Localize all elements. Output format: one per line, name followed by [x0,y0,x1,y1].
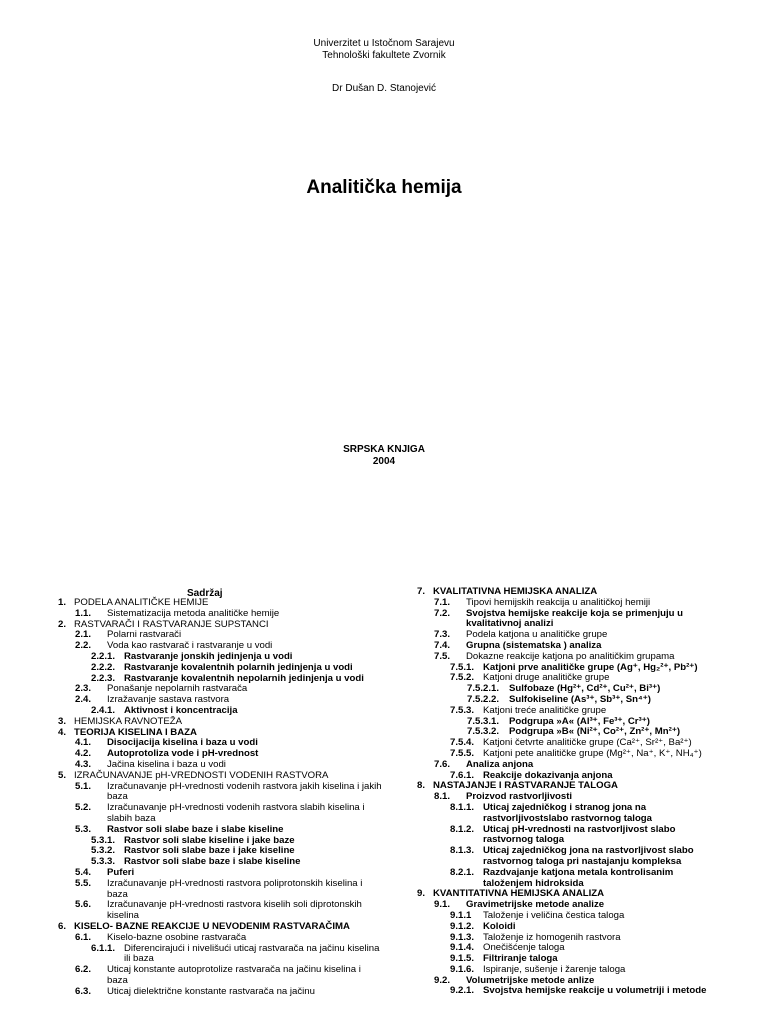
toc-entry-number: 7.5.2.2. [467,693,500,705]
toc-entry-number: 9.1.3. [450,931,475,943]
toc-entry-text: Onečišćenje taloga [483,942,565,954]
toc-entry-text: Razdvajanje katjona metala kontrolisanim taloženjem hidroksida [483,866,674,889]
toc-entry-text: Katjoni pete analitičke grupe (Mg²⁺, Na⁺, K⁺, NH₄⁺) [483,747,702,759]
toc-entry-number: 5.3.2. [91,845,116,857]
toc-entry-number: 1. [58,597,67,608]
toc-entry-number: 9. [417,888,426,900]
toc-entry-number: 7.3. [434,629,451,641]
toc-entry-text: Izračunavanje pH-vrednosti rastvora kiselih soli diprotonskih kiselina [107,899,362,922]
toc-entry-number: 7.5. [434,650,451,662]
toc-entry-number: 7.5.3.1. [467,715,500,727]
toc-entry-text: Tipovi hemijskih reakcija u analitičkoj hemiji [466,596,651,608]
toc-entry-number: 5.1. [75,780,92,792]
toc-entry-text: Gravimetrijske metode analize [466,899,605,911]
toc-entry-number: 6.1.1. [91,942,116,954]
toc-entry-number: 9.1.2. [450,920,475,932]
toc-entry-text: Proizvod rastvorljivosti [466,791,573,803]
toc-entry-number: 7.6.1. [450,769,475,781]
toc-entry-text: Diferencirajući i nivelišući uticaj rastvarača na jačinu kiselina ili baza [124,942,380,965]
toc-entry [58,987,383,998]
toc-entry-number: 6.3. [75,985,92,997]
toc-entry-number: 7.6. [434,758,451,770]
toc-entry [417,760,722,771]
author-name: Dr Dušan D. Stanojević [332,83,436,94]
toc-entry [417,868,722,890]
toc-entry-number: 4.2. [75,748,92,760]
toc-entry-text: TEORIJA KISELINA I BAZA [74,726,197,738]
toc-entry-text: Izračunavanje pH-vrednosti vodenih rastvora slabih kiselina i slabih baza [107,802,365,824]
toc-entry-text: RASTVARAČI I RASTVARANJE SUPSTANCI [74,618,269,630]
toc-entry-number: 5.4. [75,866,92,878]
toc-entry-text: Reakcije dokazivanja anjona [483,769,613,781]
toc-entry-number: 5.2. [75,802,92,814]
toc-entry-number: 7.5.3.2. [467,726,500,738]
toc-entry-number: 2.4.1. [91,704,116,716]
toc-entry-number: 8.1.3. [450,845,475,857]
toc-entry-text: Puferi [107,866,135,878]
toc-entry-number: 2.1. [75,629,92,641]
toc-entry [58,609,383,620]
toc-entry [58,965,383,987]
toc-entry-text: Ponašanje nepolarnih rastvarača [107,683,248,695]
toc-title: Sadržaj [187,588,223,599]
toc-entry-text: Rastvor soli slabe baze i jake kiseline [124,845,295,857]
toc-entry-text: Podgrupa »A« (Al³⁺, Fe³⁺, Cr³⁺) [509,715,650,727]
toc-entry-text: Polarni rastvarači [107,629,182,641]
toc-entry-text: Taloženje iz homogenih rastvora [483,931,621,943]
toc-entry-number: 7. [417,586,426,597]
toc-left-column [58,598,383,997]
toc-entry-number: 9.1. [434,899,451,911]
toc-entry-text: Uticaj konstante autoprotolize rastvarača na jačinu kiselina i baza [107,964,361,986]
toc-entry [417,749,722,760]
toc-entry [58,944,383,966]
toc-entry-number: 8. [417,780,426,792]
toc-entry [417,598,722,609]
toc-entry-number: 8.2.1. [450,866,475,878]
toc-entry-number: 9.1.1 [450,909,472,921]
toc-entry-text: Rastvor soli slabe baze i slabe kiseline [124,856,301,868]
toc-entry-number: 5.3. [75,823,92,835]
toc-entry-text: Svojstva hemijske reakcije u volumetriji i metode [483,985,707,997]
toc-entry-text: Disocijacija kiselina i baza u vodi [107,737,258,749]
toc-entry [58,803,383,825]
toc-entry-number: 7.2. [434,607,451,619]
toc-entry-text: Rastvor soli slabe kiseline i jake baze [124,834,295,846]
toc-entry-text: Uticaj zajedničkog jona na rastvorljivost slabo rastvornog taloga pri nastajanju kompleksa [483,845,694,867]
toc-entry [58,933,383,944]
toc-entry-text: Autoprotoliza vode i pH-vrednost [107,748,259,760]
toc-entry-text: Podela katjona u analitičke grupe [466,629,608,641]
toc-entry-text: Volumetrijske metode anlize [466,974,595,986]
toc-entry-text: Rastvor soli slabe baze i slabe kiseline [107,823,284,835]
toc-entry-number: 7.1. [434,596,451,608]
toc-entry-text: KISELO- BAZNE REAKCIJE U NEVODENIM RASTVARAČIMA [74,920,350,932]
toc-entry-text: Rastvaranje kovalentnih polarnih jedinjenja u vodi [124,661,353,673]
toc-entry-number: 5. [58,769,67,781]
toc-entry-text: Grupna (sistematska ) analiza [466,639,602,651]
toc-entry-number: 7.4. [434,639,451,651]
toc-entry-text: KVALITATIVNA HEMIJSKA ANALIZA [433,586,598,597]
toc-entry-text: Katjoni druge analitičke grupe [483,672,610,684]
toc-entry-text: Rastvaranje jonskih jedinjenja u vodi [124,650,293,662]
toc-entry-text: Katjoni četvrte analitičke grupe (Ca²⁺, Sr²⁺, Ba²⁺) [483,737,692,749]
toc-entry-text: Katjoni treće analitičke grupe [483,704,607,716]
toc-entry-number: 8.1.2. [450,823,475,835]
book-title: Analitička hemija [306,177,462,198]
toc-entry-number: 1.1. [75,607,92,619]
toc-entry-text: Dokazne reakcije katjona po analitičkim grupama [466,650,675,662]
toc-entry-text: Izražavanje sastava rastvora [107,694,230,706]
toc-entry-text: NASTAJANJE I RASTVARANJE TALOGA [433,780,618,792]
toc-entry-number: 2.4. [75,694,92,706]
toc-entry-text: Voda kao rastvarač i rastvaranje u vodi [107,640,273,652]
toc-entry-text: Sulfokiseline (As³⁺, Sb³⁺, Sn⁴⁺) [509,693,652,705]
toc-entry [417,609,722,631]
toc-entry-text: IZRAČUNAVANJE pH-VREDNOSTI VODENIH RASTVORA [74,769,329,781]
toc-entry [58,663,383,674]
toc-entry-text: Analiza anjona [466,758,534,770]
toc-entry-number: 9.2. [434,974,451,986]
toc-entry-text: Taloženje i veličina čestica taloga [483,909,625,921]
toc-entry [417,922,722,933]
toc-entry-text: Izračunavanje pH-vrednosti vodenih rastvora jakih kiselina i jakih baza [107,780,382,803]
toc-entry-number: 4.3. [75,758,92,770]
toc-entry-number: 7.5.3. [450,704,475,716]
toc-entry-number: 7.5.1. [450,661,475,673]
university-name: Univerzitet u Istočnom Sarajevu [313,38,455,49]
toc-entry-number: 2.2. [75,640,92,652]
toc-entry-text: Filtriranje taloga [483,953,558,965]
toc-entry-number: 6.2. [75,964,92,976]
toc-entry-number: 2.2.3. [91,672,116,684]
toc-entry-text: HEMIJSKA RAVNOTEŽA [74,715,183,727]
toc-entry-number: 5.5. [75,877,92,889]
toc-entry-text: Ispiranje, sušenje i žarenje taloga [483,963,626,975]
toc-entry-text: Kiselo-bazne osobine rastvarača [107,931,247,943]
toc-entry [58,782,383,804]
toc-entry-text: Uticaj pH-vrednosti na rastvorljivost slabo rastvornog taloga [483,823,676,846]
toc-entry [417,803,722,825]
toc-entry-number: 2.3. [75,683,92,695]
toc-entry [58,825,383,836]
toc-entry [417,846,722,868]
toc-entry-number: 2.2.1. [91,650,116,662]
toc-entry-text: Aktivnost i koncentracija [124,704,238,716]
toc-entry [58,900,383,922]
toc-entry-text: Rastvaranje kovalentnih nepolarnih jedinjenja u vodi [124,672,364,684]
toc-entry-number: 7.5.5. [450,747,475,759]
toc-entry-number: 5.6. [75,899,92,911]
toc-entry [58,717,383,728]
toc-right-column [417,587,722,997]
toc-entry-number: 5.3.3. [91,856,116,868]
toc-entry [417,652,722,663]
publisher-name: SRPSKA KNJIGA [343,444,425,455]
toc-entry-number: 4.1. [75,737,92,749]
toc-entry [417,986,722,997]
toc-entry-text: Koloidi [483,920,516,932]
toc-entry [58,879,383,901]
toc-entry-number: 7.5.2. [450,672,475,684]
toc-entry-number: 7.5.4. [450,737,475,749]
toc-entry [417,706,722,717]
toc-entry-number: 6.1. [75,931,92,943]
toc-entry-text: Uticaj zajedničkog i stranog jona na rastvorljivostslabo rastvornog taloga [483,801,653,824]
toc-entry-text: PODELA ANALITIČKE HEMIJE [74,597,209,608]
toc-entry-text: Jačina kiselina i baza u vodi [107,758,226,770]
toc-entry-number: 8.1.1. [450,801,475,813]
toc-entry-number: 4. [58,726,67,738]
toc-entry-number: 5.3.1. [91,834,116,846]
faculty-name: Tehnološki fakultete Zvornik [322,50,446,61]
toc-entry-number: 2. [58,618,67,630]
toc-entry-number: 9.1.4. [450,942,475,954]
toc-entry-number: 9.1.5. [450,953,475,965]
toc-entry-text: Izračunavanje pH-vrednosti rastvora poliprotonskih kiselina i baza [107,877,363,900]
toc-entry-text: Uticaj dielektrične konstante rastvarača na jačinu [107,985,315,997]
toc-entry-text: Katjoni prve analitičke grupe (Ag⁺, Hg₂²⁺, Pb²⁺) [483,661,698,673]
toc-entry-number: 9.2.1. [450,985,475,997]
toc-entry-number: 2.2.2. [91,661,116,673]
toc-entry-number: 9.1.6. [450,963,475,975]
toc-entry-text: Sistematizacija metoda analitičke hemije [107,607,280,619]
toc-entry-text: Podgrupa »B« (Ni²⁺, Co²⁺, Zn²⁺, Mn²⁺) [509,726,681,738]
toc-entry-text: Sulfobaze (Hg²⁺, Cd²⁺, Cu²⁺, Bi³⁺) [509,683,661,695]
toc-entry-text: KVANTITATIVNA HEMIJSKA ANALIZA [433,888,605,900]
toc-entry [417,825,722,847]
toc-entry-number: 6. [58,920,67,932]
toc-entry-number: 3. [58,715,67,727]
toc-entry-number: 7.5.2.1. [467,683,500,695]
toc-entry [58,771,383,782]
toc-entry-text: Svojstva hemijske reakcije koja se primenjuju u kvalitativnoj analizi [466,607,684,630]
publication-year: 2004 [372,456,396,467]
toc-entry-number: 8.1. [434,791,451,803]
